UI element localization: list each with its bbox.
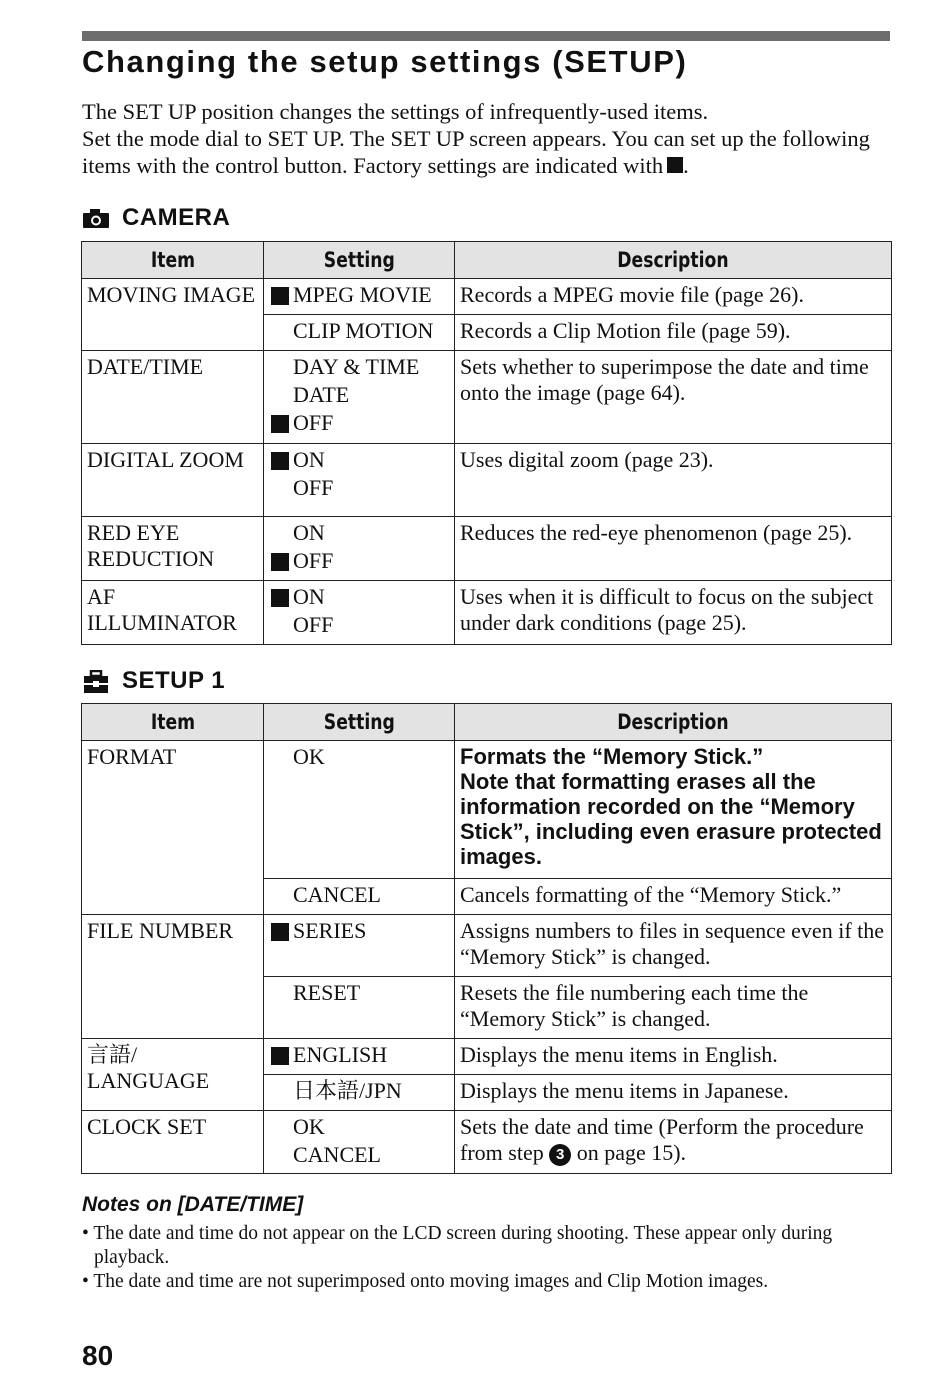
- option-mpeg-movie: MPEG MOVIE: [271, 282, 449, 310]
- setting-cell: [264, 977, 455, 1039]
- setup1-settings-table: [81, 703, 892, 1174]
- setting-cell: [264, 315, 455, 351]
- option-on: ON: [271, 447, 449, 475]
- description-cell: Reduces the red-eye phenomenon (page 25).: [455, 517, 892, 581]
- option-english: ENGLISH: [271, 1042, 449, 1070]
- option-cancel: CANCEL: [293, 882, 381, 907]
- description-cell: Records a Clip Motion file (page 59).: [455, 315, 892, 351]
- notes-heading: Notes on [DATE/TIME]: [82, 1193, 304, 1216]
- table-row: [82, 279, 892, 315]
- description-cell: Records a MPEG movie file (page 26).: [455, 279, 892, 315]
- notes-list: [82, 1222, 890, 1294]
- setting-cell: [264, 351, 455, 444]
- column-header-setting: Setting: [264, 242, 455, 279]
- setting-cell: [264, 581, 455, 645]
- option-on: ON: [271, 584, 449, 612]
- format-warning-text: Note that formatting erases all the information recorded on the “Memory Stick”, including even erasure protected images.: [460, 769, 882, 869]
- description-cell: Sets whether to superimpose the date and time onto the image (page 64).: [455, 351, 892, 444]
- option-clip-motion: CLIP MOTION: [293, 318, 434, 343]
- description-cell: Displays the menu items in Japanese.: [455, 1075, 892, 1111]
- description-cell: Sets the date and time (Perform the procedure from step 3 on page 15).: [455, 1111, 892, 1174]
- item-language-jp: 言語/: [87, 1042, 138, 1067]
- item-format: FORMAT: [82, 741, 264, 915]
- setup1-section-title: SETUP 1: [122, 667, 226, 694]
- setting-cell: [264, 1039, 455, 1075]
- option-ok: OK: [293, 744, 325, 769]
- table-row: [82, 444, 892, 517]
- table-row: [82, 1111, 892, 1174]
- table-row: [82, 741, 892, 879]
- page-title: Changing the setup settings (SETUP): [82, 44, 688, 79]
- item-date-time: DATE/TIME: [82, 351, 264, 444]
- item-red-eye-reduction: RED EYE REDUCTION: [82, 517, 264, 581]
- camera-settings-table: [81, 241, 892, 645]
- item-digital-zoom: DIGITAL ZOOM: [82, 444, 264, 517]
- description-cell: Displays the menu items in English.: [455, 1039, 892, 1075]
- table-header-row: [82, 704, 892, 741]
- item-language-en: LANGUAGE: [87, 1068, 210, 1093]
- table-row: [82, 517, 892, 581]
- description-cell: Uses when it is difficult to focus on the subject under dark conditions (page 25).: [455, 581, 892, 645]
- description-cell: Resets the file numbering each time the “Memory Stick” is changed.: [455, 977, 892, 1039]
- setting-cell: [264, 279, 455, 315]
- list-item: • The date and time do not appear on the LCD screen during shooting. These appear only during playback.: [82, 1222, 890, 1270]
- option-day-and-time: DAY & TIME: [293, 354, 420, 379]
- setup1-section-heading: [82, 667, 225, 695]
- column-header-setting: Setting: [264, 704, 455, 741]
- page-number: 80: [82, 1340, 114, 1371]
- table-row: [82, 1039, 892, 1075]
- step-number-icon: 3: [549, 1144, 571, 1166]
- header-rule: [82, 31, 890, 41]
- setting-cell: [264, 879, 455, 915]
- description-cell: Uses digital zoom (page 23).: [455, 444, 892, 517]
- option-off: OFF: [293, 475, 334, 500]
- intro-line-2: Set the mode dial to SET UP. The SET UP screen appears. You can set up the following items with the control button. Factory settings are indicated with .: [82, 126, 870, 178]
- column-header-item: Item: [82, 704, 264, 741]
- intro-text: [82, 98, 890, 179]
- column-header-item: Item: [82, 242, 264, 279]
- table-row: [82, 915, 892, 977]
- item-moving-image: MOVING IMAGE: [82, 279, 264, 351]
- description-cell: Cancels formatting of the “Memory Stick.”: [455, 879, 892, 915]
- option-off: OFF: [271, 548, 449, 576]
- table-row: [82, 351, 892, 444]
- setting-cell: [264, 915, 455, 977]
- column-header-description: Description: [455, 242, 892, 279]
- format-description-line: Formats the “Memory Stick.”: [460, 744, 764, 769]
- option-cancel: CANCEL: [293, 1142, 381, 1167]
- description-cell: [455, 741, 892, 879]
- item-af-illuminator: AF ILLUMINATOR: [82, 581, 264, 645]
- item-clock-set: CLOCK SET: [82, 1111, 264, 1174]
- setting-cell: [264, 741, 455, 879]
- option-reset: RESET: [293, 980, 361, 1005]
- option-on: ON: [293, 520, 325, 545]
- intro-line-1: The SET UP position changes the settings of infrequently-used items.: [82, 99, 709, 124]
- factory-setting-marker-icon: [667, 157, 683, 173]
- table-row: [82, 581, 892, 645]
- setting-cell: [264, 444, 455, 517]
- option-off: OFF: [293, 612, 334, 637]
- setting-cell: [264, 1111, 455, 1174]
- table-header-row: [82, 242, 892, 279]
- camera-section-title: CAMERA: [122, 204, 231, 231]
- setting-cell: [264, 517, 455, 581]
- description-cell: Assigns numbers to files in sequence even if the “Memory Stick” is changed.: [455, 915, 892, 977]
- camera-icon: [82, 207, 110, 229]
- list-item: • The date and time are not superimposed onto moving images and Clip Motion images.: [82, 1270, 890, 1294]
- option-japanese: 日本語/JPN: [293, 1078, 402, 1103]
- option-off: OFF: [271, 410, 449, 438]
- camera-section-heading: [82, 204, 230, 232]
- column-header-description: Description: [455, 704, 892, 741]
- option-series: SERIES: [271, 918, 449, 946]
- item-file-number: FILE NUMBER: [82, 915, 264, 1039]
- setting-cell: [264, 1075, 455, 1111]
- item-language: [82, 1039, 264, 1111]
- option-date: DATE: [293, 382, 350, 407]
- toolbox-icon: [82, 670, 110, 692]
- option-ok: OK: [293, 1114, 325, 1139]
